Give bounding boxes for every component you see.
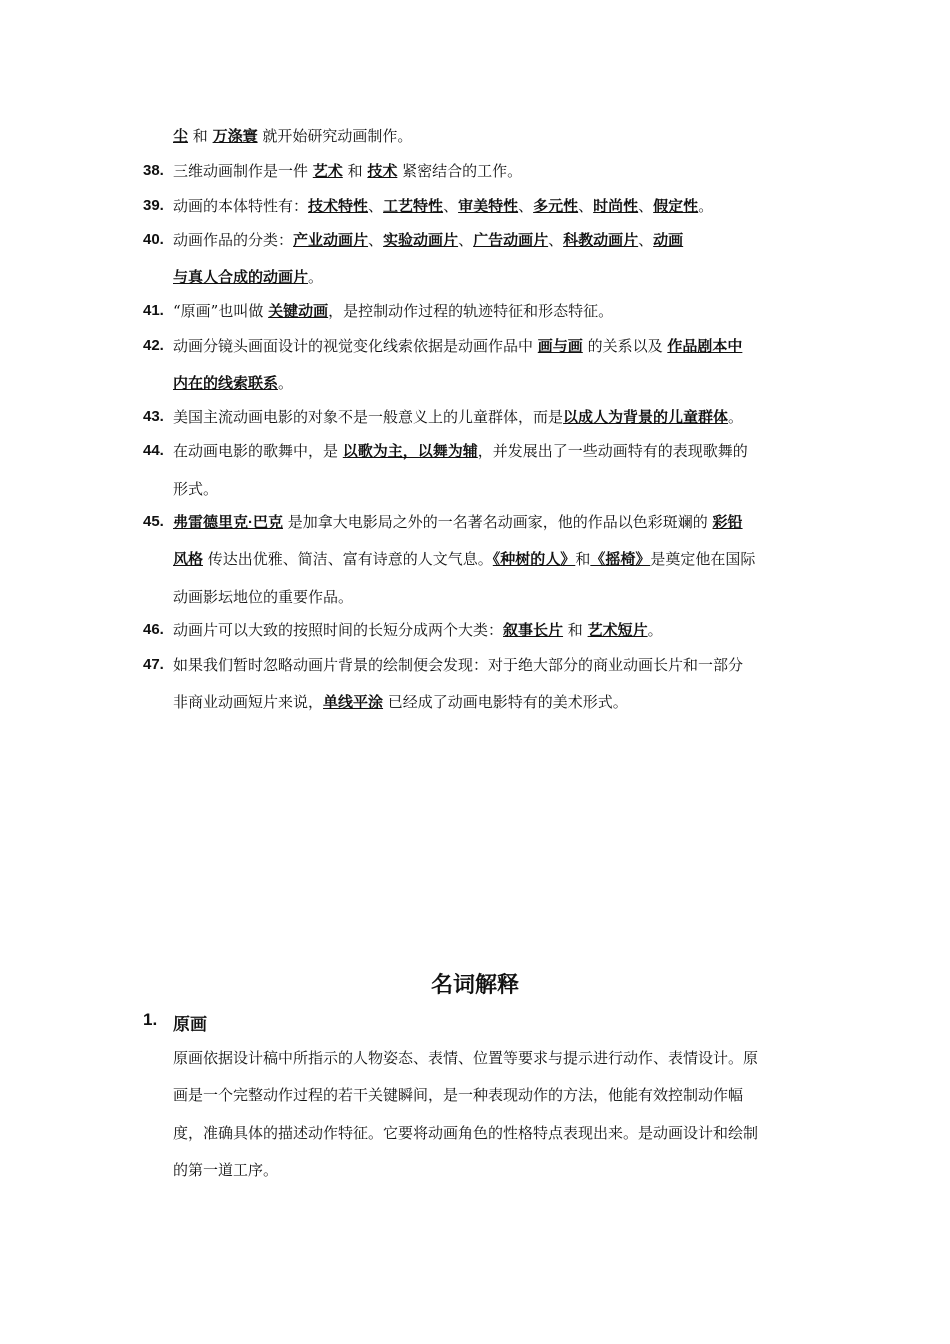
answer-blank: 叙事长片: [503, 622, 564, 639]
answer-blank: 万涤寰: [212, 128, 258, 145]
question-45-cont: [173, 547, 813, 571]
question-44: [173, 439, 813, 463]
answer-blank: 多元性: [533, 198, 579, 215]
text: 和: [563, 621, 588, 639]
question-43: [173, 405, 813, 429]
answer-blank: 彩铅: [712, 514, 743, 531]
text: 是加拿大电影局之外的一名著名动画家，他的作品以色彩斑斓的: [283, 513, 713, 531]
answer-blank: 假定性: [653, 198, 699, 215]
text: 和: [342, 162, 368, 180]
separator: 、: [548, 231, 564, 249]
question-42-cont: [173, 371, 813, 395]
text: 在动画电影的歌舞中，是: [173, 442, 343, 460]
definition-line: 的第一道工序。: [173, 1161, 279, 1179]
answer-blank: 产业动画片: [293, 232, 369, 249]
separator: 、: [638, 197, 654, 215]
answer-blank: 内在的线索联系: [173, 375, 279, 392]
answer-blank: 风格: [173, 551, 204, 568]
question-40: [173, 228, 813, 252]
answer-blank: 时尚性: [593, 198, 639, 215]
text: “原画”也叫做: [173, 302, 269, 320]
question-42: [173, 334, 813, 358]
text: 传达出优雅、简洁、富有诗意的人文气息。: [203, 550, 493, 568]
text: ，是控制动作过程的轨迹特征和形态特征。: [328, 302, 614, 320]
definition-line: 原画依据设计稿中所指示的人物姿态、表情、位置等要求与提示进行动作、表情设计。原: [173, 1049, 759, 1067]
term-number: 1.: [143, 1010, 158, 1029]
answer-blank: 弗雷德里克·巴克: [173, 514, 283, 531]
item-number: 47.: [143, 656, 164, 673]
question-47-cont: [173, 690, 813, 714]
text: 紧密结合的工作。: [397, 162, 523, 180]
answer-line-prev: [173, 124, 813, 148]
text: 如果我们暂时忽略动画片背景的绘制便会发现：对于绝大部分的商业动画长片和一部分: [173, 656, 744, 674]
separator: 、: [638, 231, 654, 249]
answer-blank: 《种树的人》: [492, 551, 576, 568]
answer-blank: 工艺特性: [383, 198, 444, 215]
text: 。: [728, 408, 744, 426]
text: 三维动画制作是一件: [173, 162, 313, 180]
answer-blank: 以成人为背景的儿童群体: [563, 409, 729, 426]
separator: 、: [458, 231, 474, 249]
answer-blank: 与真人合成的动画片: [173, 269, 309, 286]
text: 是奠定他在国际: [650, 550, 756, 568]
definition-line: 画是一个完整动作过程的若干关键瞬间，是一种表现动作的方法，他能有效控制动作幅: [173, 1086, 744, 1104]
answer-blank: 广告动画片: [473, 232, 549, 249]
item-number: 42.: [143, 337, 164, 354]
question-45-cont2: [173, 585, 813, 609]
answer-blank: 尘: [173, 128, 189, 145]
separator: 、: [368, 197, 384, 215]
item-number: 39.: [143, 197, 164, 214]
answer-blank: 实验动画片: [383, 232, 459, 249]
text: 。: [698, 197, 714, 215]
definition-line: 度，准确具体的描述动作特征。它要将动画角色的性格特点表现出来。是动画设计和绘制: [173, 1124, 759, 1142]
text: 动画的本体特性有：: [173, 197, 309, 215]
question-38: [173, 159, 813, 183]
text: 动画影坛地位的重要作品。: [173, 588, 354, 606]
term-title: 原画: [173, 1015, 207, 1034]
question-47: [173, 653, 813, 677]
text: 动画作品的分类：: [173, 231, 294, 249]
text: 动画分镜头画面设计的视觉变化线索依据是动画作品中: [173, 337, 538, 355]
answer-blank: 动画: [653, 232, 684, 249]
answer-blank: 以歌为主，以舞为辅: [342, 443, 478, 460]
item-number: 44.: [143, 442, 164, 459]
item-number: 40.: [143, 231, 164, 248]
item-number: 38.: [143, 162, 164, 179]
text: 。: [278, 374, 294, 392]
text: 和: [188, 127, 213, 145]
separator: 、: [368, 231, 384, 249]
answer-blank: 审美特性: [458, 198, 519, 215]
separator: 、: [443, 197, 459, 215]
separator: 、: [518, 197, 534, 215]
answer-blank: 关键动画: [268, 303, 329, 320]
answer-blank: 技术: [367, 163, 398, 180]
question-41: [173, 299, 813, 323]
separator: 、: [578, 197, 594, 215]
answer-blank: 技术特性: [308, 198, 369, 215]
answer-blank: 科教动画片: [563, 232, 639, 249]
section-heading: 名词解释: [430, 972, 519, 997]
text: 和: [575, 550, 591, 568]
question-45: [173, 510, 813, 534]
text: 的关系以及: [582, 337, 668, 355]
text: 非商业动画短片来说，: [173, 693, 324, 711]
question-46: [173, 618, 813, 642]
text: 已经成了动画电影特有的美术形式。: [383, 693, 628, 711]
answer-blank: 画与画: [537, 338, 583, 355]
item-number: 46.: [143, 621, 164, 638]
question-40-cont: [173, 265, 813, 289]
text: 就开始研究动画制作。: [257, 127, 413, 145]
text: ，并发展出了一些动画特有的表现歌舞的: [477, 442, 748, 460]
item-number: 43.: [143, 408, 164, 425]
text: 。: [647, 621, 663, 639]
answer-blank: 艺术: [312, 163, 343, 180]
question-39: [173, 194, 813, 218]
question-44-cont: [173, 477, 813, 501]
item-number: 45.: [143, 513, 164, 530]
answer-blank: 单线平涂: [323, 694, 384, 711]
text: 动画片可以大致的按照时间的长短分成两个大类：: [173, 621, 504, 639]
answer-blank: 作品剧本中: [667, 338, 743, 355]
answer-blank: 《摇椅》: [590, 551, 651, 568]
text: 美国主流动画电影的对象不是一般意义上的儿童群体，而是: [173, 408, 564, 426]
item-number: 41.: [143, 302, 164, 319]
text: 。: [308, 268, 324, 286]
text: 形式。: [173, 480, 219, 498]
answer-blank: 艺术短片: [587, 622, 648, 639]
